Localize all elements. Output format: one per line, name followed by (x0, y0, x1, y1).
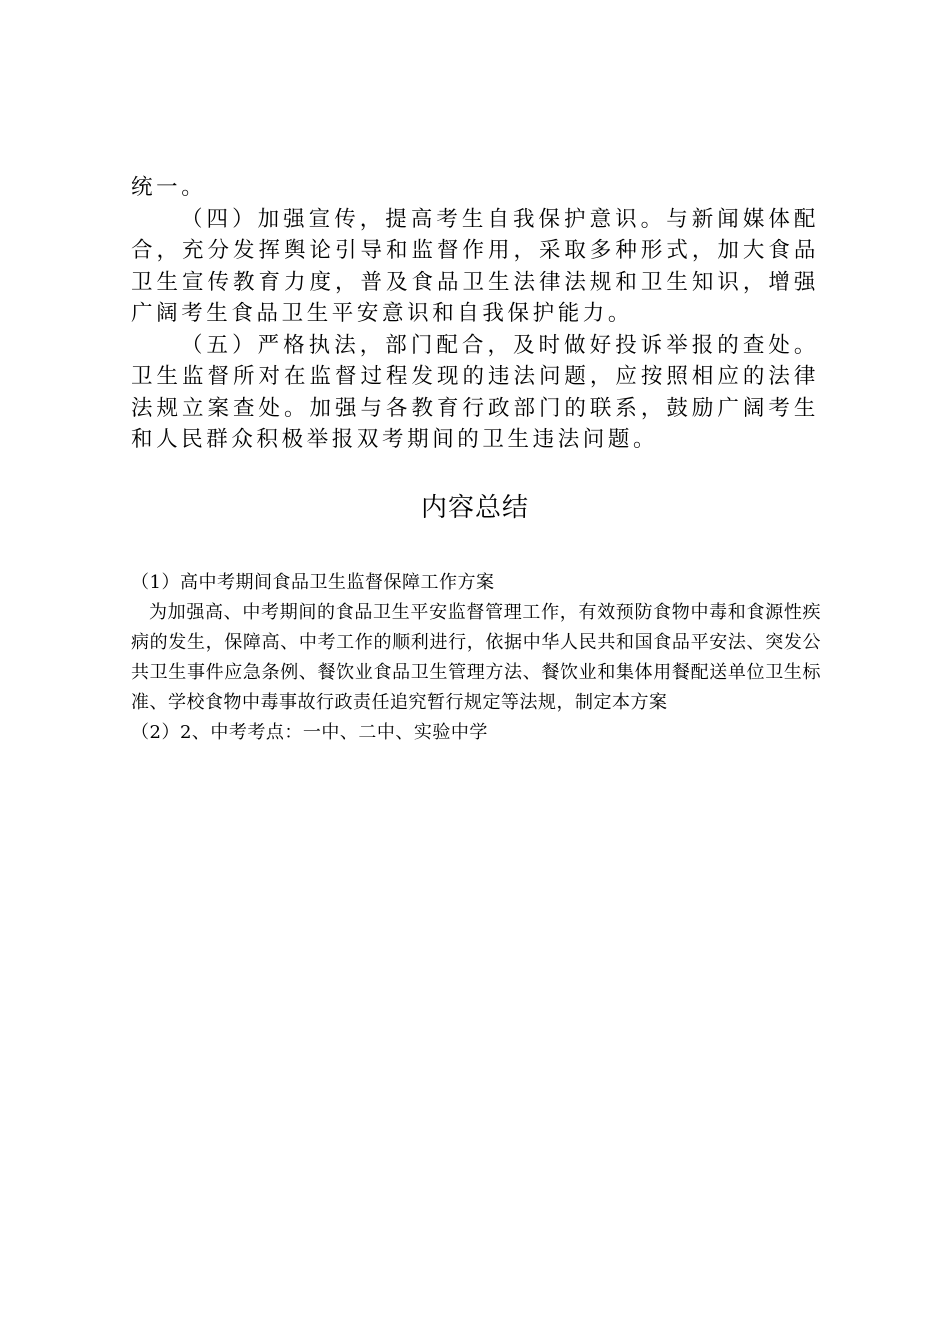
paragraph-publicity: （四）加强宣传，提高考生自我保护意识。与新闻媒体配合，充分发挥舆论引导和监督作用，采取多种形式，加大食品卫生宣传教育力度，普及食品卫生法律法规和卫生知识，增强广阔考生食品卫生平安意识和自我保护能力。 (131, 206, 819, 326)
summary-item-2: （2）2、中考考点：一中、二中、实验中学 (131, 722, 488, 743)
paragraph-continuation: 统一。 (131, 175, 207, 200)
summary-item-1-heading: （1）高中考期间食品卫生监督保障工作方案 (131, 572, 495, 593)
summary-section (131, 568, 821, 748)
summary-title: 内容总结 (420, 493, 529, 523)
paragraph-enforcement: （五）严格执法，部门配合，及时做好投诉举报的查处。卫生监督所对在监督过程发现的违法问题，应按照相应的法律法规立案查处。加强与各教育行政部门的联系，鼓励广阔考生和人民群众积极举报双考期间的卫生违法问题。 (131, 332, 819, 452)
body-text (131, 172, 819, 456)
summary-item-1-text: 为加强高、中考期间的食品卫生平安监督管理工作，有效预防食物中毒和食源性疾病的发生，保障高、中考工作的顺利进行，依据中华人民共和国食品平安法、突发公共卫生事件应急条例、餐饮业食品卫生管理方法、餐饮业和集体用餐配送单位卫生标准、学校食物中毒事故行政责任追究暂行规定等法规，制定本方案 (131, 602, 821, 713)
